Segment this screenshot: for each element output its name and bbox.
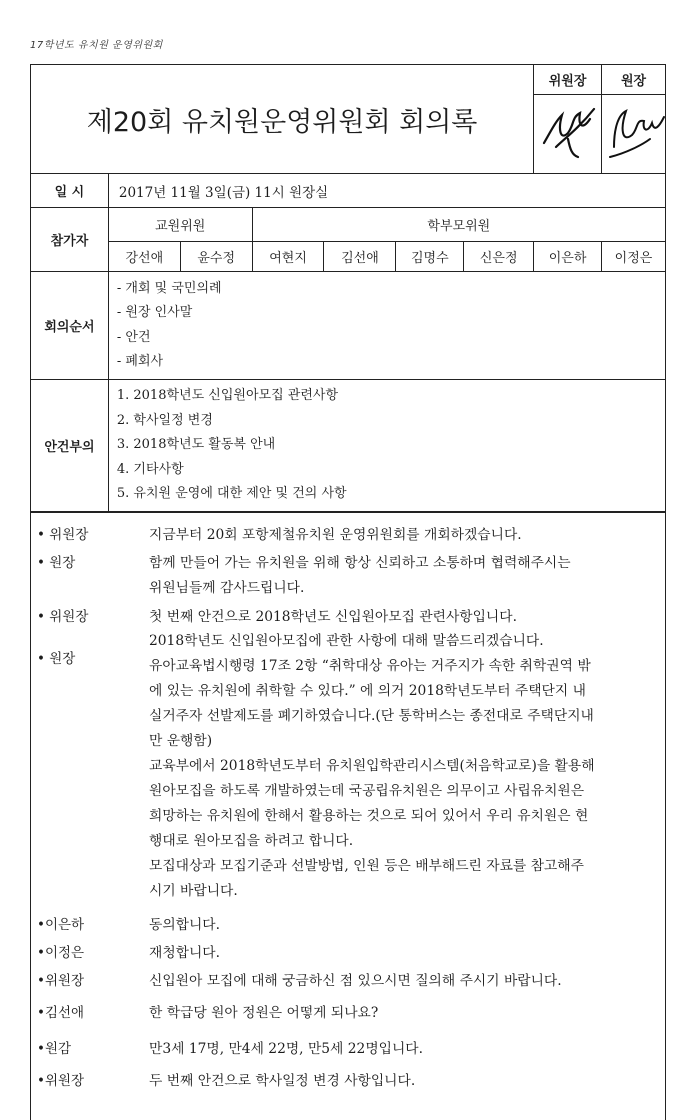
statement bbox=[149, 1069, 661, 1094]
signature-director bbox=[602, 95, 666, 174]
speaker: • 원장 bbox=[37, 651, 76, 667]
parent-name: 김선애 bbox=[324, 242, 396, 272]
statement bbox=[149, 523, 661, 548]
parent-name: 김명수 bbox=[396, 242, 464, 272]
statement-line: 만3세 17명, 만4세 22명, 만5세 22명입니다. bbox=[149, 1041, 424, 1057]
parent-group-label: 학부모위원 bbox=[252, 208, 665, 242]
page-title: 제20회 유치원운영위원회 회의록 bbox=[86, 106, 478, 138]
teacher-group-label: 교원위원 bbox=[108, 208, 252, 242]
speaker: •이은하 bbox=[37, 917, 85, 933]
teacher-name: 윤수정 bbox=[180, 242, 252, 272]
approval-label-chair: 위원장 bbox=[534, 65, 602, 95]
speaker: •위원장 bbox=[37, 1073, 85, 1089]
order-list bbox=[108, 272, 665, 380]
statement-line: 지금부터 20회 포항제철유치원 운영위원회를 개회하겠습니다. bbox=[149, 527, 522, 543]
statement bbox=[149, 551, 661, 601]
minutes-box bbox=[30, 512, 666, 1120]
signature-icon bbox=[538, 99, 600, 161]
parent-name: 신은정 bbox=[464, 242, 534, 272]
statement-line: 두 번째 안건으로 학사일정 변경 사항입니다. bbox=[149, 1073, 416, 1089]
parent-name: 여현지 bbox=[252, 242, 324, 272]
statement-line: 신입원아 모집에 대해 궁금하신 점 있으시면 질의해 주시기 바랍니다. bbox=[149, 973, 562, 989]
meeting-info-table bbox=[30, 64, 666, 512]
statement-line: 만 운행함) bbox=[149, 733, 213, 749]
statement bbox=[149, 913, 661, 938]
list-item: 2. 학사일정 변경 bbox=[116, 412, 213, 428]
statement bbox=[149, 1001, 661, 1026]
statement-line: 교육부에서 2018학년도부터 유치원입학관리시스템(처음학교로)을 활용해 bbox=[149, 758, 595, 774]
statement-line: 2018학년도 신입원아모집에 관한 사항에 대해 말씀드리겠습니다. bbox=[149, 633, 544, 649]
statement bbox=[149, 605, 661, 630]
statement bbox=[149, 1037, 661, 1062]
speaker: •위원장 bbox=[37, 973, 85, 989]
list-item: - 원장 인사말 bbox=[116, 305, 193, 320]
speaker: •원감 bbox=[37, 1041, 72, 1057]
date-label: 일 시 bbox=[31, 174, 109, 208]
order-label: 회의순서 bbox=[31, 272, 109, 380]
title-cell bbox=[31, 65, 534, 174]
statement-line: 행대로 원아모집을 하려고 합니다. bbox=[149, 833, 354, 849]
statement-line: 동의합니다. bbox=[149, 917, 221, 933]
statement-line: 한 학급당 원아 정원은 어떻게 되나요? bbox=[149, 1005, 379, 1021]
participants-label: 참가자 bbox=[31, 208, 109, 272]
signature-icon bbox=[606, 99, 668, 161]
signature-chair bbox=[534, 95, 602, 174]
statement bbox=[149, 969, 661, 994]
list-item: - 안건 bbox=[116, 329, 151, 345]
statement-line: 에 있는 유치원에 취학할 수 있다.” 에 의거 2018학년도부터 주택단지 내 bbox=[149, 683, 586, 699]
date-value: 2017년 11월 3일(금) 11시 원장실 bbox=[108, 174, 665, 208]
parent-name: 이은하 bbox=[534, 242, 602, 272]
speaker: •이정은 bbox=[37, 945, 85, 961]
statement-line: 희망하는 유치원에 한해서 활용하는 것으로 되어 있어서 우리 유치원은 현 bbox=[149, 808, 589, 824]
statement-line: 원아모집을 하도록 개발하였는데 국공립유치원은 의무이고 사립유치원은 bbox=[149, 783, 585, 799]
statement-line: 모집대상과 모집기준과 선발방법, 인원 등은 배부해드린 자료를 참고해주 bbox=[149, 858, 584, 874]
handwritten-note: 17학년도 유치원 운영위원회 bbox=[30, 40, 163, 51]
agenda-label: 안건부의 bbox=[31, 380, 109, 512]
speaker: • 위원장 bbox=[37, 609, 89, 625]
parent-name: 이정은 bbox=[602, 242, 666, 272]
statement-line: 유아교육법시행령 17조 2항 “취학대상 유아는 거주지가 속한 취학권역 밖 bbox=[149, 658, 591, 674]
list-item: 1. 2018학년도 신입원아모집 관련사항 bbox=[116, 388, 338, 404]
statement-line: 첫 번째 안건으로 2018학년도 신입원아모집 관련사항입니다. bbox=[149, 609, 517, 625]
speaker: • 원장 bbox=[37, 555, 76, 571]
teacher-name: 강선애 bbox=[108, 242, 180, 272]
agenda-list bbox=[108, 380, 665, 512]
statement-line: 실거주자 선발제도를 폐기하였습니다.(단 통학버스는 종전대로 주택단지내 bbox=[149, 708, 594, 724]
statement-line: 시기 바랍니다. bbox=[149, 883, 238, 899]
list-item: - 개회 및 국민의례 bbox=[116, 280, 222, 296]
list-item: 3. 2018학년도 활동복 안내 bbox=[116, 437, 276, 453]
statement-line: 함께 만들어 가는 유치원을 위해 항상 신뢰하고 소통하며 협력해주시는 bbox=[149, 555, 571, 571]
approval-label-director: 원장 bbox=[602, 65, 666, 95]
list-item: - 폐회사 bbox=[116, 354, 164, 369]
statement bbox=[149, 629, 661, 904]
list-item: 4. 기타사항 bbox=[116, 461, 184, 477]
statement-line: 위원님들께 감사드립니다. bbox=[149, 580, 305, 596]
speaker: • 위원장 bbox=[37, 527, 89, 543]
statement bbox=[149, 941, 661, 966]
list-item: 5. 유치원 운영에 대한 제안 및 건의 사항 bbox=[116, 486, 347, 502]
statement-line: 재청합니다. bbox=[149, 945, 221, 961]
speaker: •김선애 bbox=[37, 1005, 85, 1021]
